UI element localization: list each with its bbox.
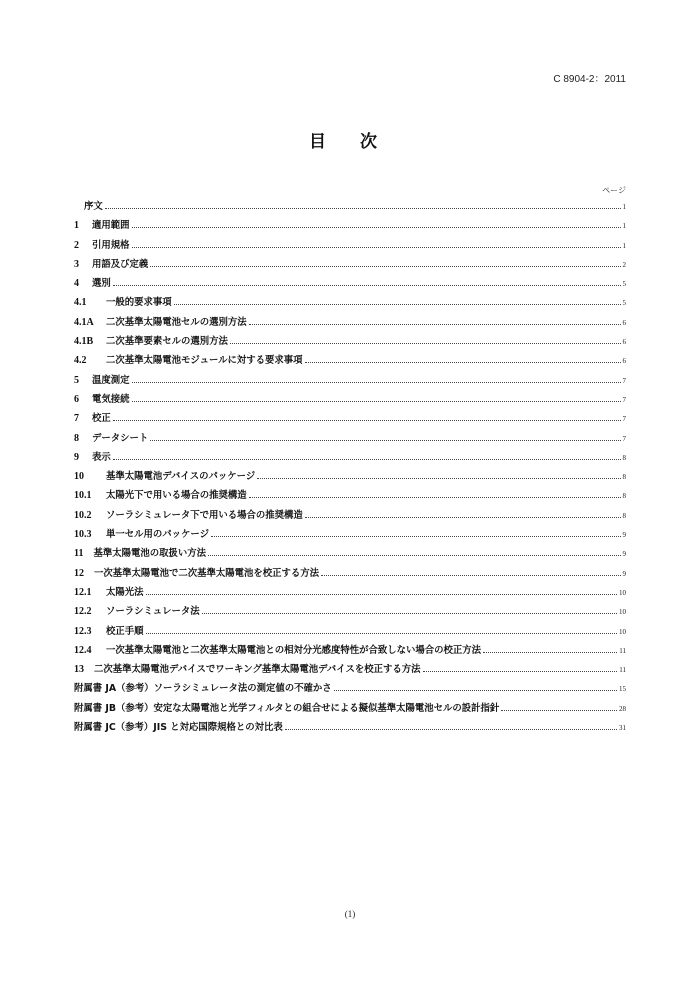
toc-number: 12 — [74, 567, 84, 579]
toc-page: 11 — [619, 646, 626, 655]
toc-entry[interactable] — [74, 333, 626, 352]
toc-page: 11 — [619, 666, 626, 675]
toc-number: 12.1 — [74, 586, 92, 598]
toc-entry[interactable] — [74, 680, 626, 699]
toc-page: 10 — [619, 627, 626, 636]
toc-page: 7 — [622, 395, 626, 404]
toc-entry[interactable] — [74, 623, 626, 642]
dot-leader — [132, 227, 621, 228]
toc-label: 一般的要求事項 — [106, 297, 172, 309]
dot-leader — [146, 633, 617, 634]
toc-entry[interactable] — [74, 507, 626, 526]
toc-number: 6 — [74, 393, 79, 405]
toc-page: 15 — [619, 685, 626, 694]
document-id: C 8904-2：2011 — [553, 74, 626, 85]
toc-label: 表示 — [92, 451, 111, 463]
dot-leader — [334, 690, 617, 691]
toc-entry[interactable] — [74, 449, 626, 468]
dot-leader — [423, 671, 618, 672]
toc-page: 10 — [619, 588, 626, 597]
toc-page: 5 — [622, 299, 626, 308]
toc-number: 11 — [74, 548, 84, 560]
toc-entry[interactable] — [74, 719, 626, 738]
toc-label: 二次基準太陽電池モジュールに対する要求事項 — [106, 355, 303, 367]
toc-page: 8 — [622, 492, 626, 501]
dot-leader — [132, 382, 621, 383]
toc-label: 二次基準太陽電池デバイスでワーキング基準太陽電池デバイスを校正する方法 — [94, 664, 421, 676]
toc-page: 8 — [622, 511, 626, 520]
toc-label: 適用範囲 — [92, 220, 130, 232]
dot-leader — [211, 536, 621, 537]
toc-entry[interactable] — [74, 430, 626, 449]
toc-entry[interactable] — [74, 372, 626, 391]
toc-entry[interactable] — [74, 256, 626, 275]
toc-number: 10 — [74, 471, 84, 483]
toc-label: 附属書 JA（参考）ソーラシミュレータ法の測定値の不確かさ — [74, 683, 332, 695]
toc-number: 4.2 — [74, 355, 87, 367]
toc-page: 10 — [619, 608, 626, 617]
toc-page: 8 — [622, 473, 626, 482]
toc-page: 7 — [622, 415, 626, 424]
toc-page: 8 — [622, 453, 626, 462]
toc-label: 太陽光法 — [106, 586, 144, 598]
toc-entry[interactable] — [74, 661, 626, 680]
toc-number: 12.3 — [74, 625, 92, 637]
toc-page: 31 — [619, 724, 626, 733]
toc-number: 4.1 — [74, 297, 87, 309]
toc-entry[interactable] — [74, 468, 626, 487]
toc-label: 太陽光下で用いる場合の推奨構造 — [106, 490, 247, 502]
toc-number: 4.1A — [74, 316, 94, 328]
dot-leader — [249, 497, 621, 498]
dot-leader — [113, 285, 621, 286]
toc-number: 4 — [74, 278, 79, 290]
toc-entry[interactable] — [74, 526, 626, 545]
toc-page: 1 — [622, 241, 626, 250]
dot-leader — [249, 324, 621, 325]
toc-number: 3 — [74, 258, 79, 270]
toc-label: 二次基準要素セルの選別方法 — [106, 336, 228, 348]
toc-label: 電気接続 — [92, 393, 130, 405]
dot-leader — [105, 208, 621, 209]
toc-number: 10.3 — [74, 529, 92, 541]
toc-label: 校正手順 — [106, 625, 144, 637]
toc-number: 8 — [74, 432, 79, 444]
dot-leader — [146, 594, 617, 595]
toc-number: 7 — [74, 413, 79, 425]
toc-label: 附属書 JC（参考）JIS と対応国際規格との対比表 — [74, 722, 283, 734]
dot-leader — [305, 362, 621, 363]
toc-label: 一次基準太陽電池で二次基準太陽電池を校正する方法 — [94, 567, 320, 579]
dot-leader — [202, 613, 617, 614]
toc-entry[interactable] — [74, 352, 626, 371]
toc-number: 2 — [74, 239, 79, 251]
toc-label: 単一セル用のパッケージ — [106, 529, 209, 541]
toc-entry[interactable] — [74, 198, 626, 217]
toc-page: 5 — [622, 280, 626, 289]
toc-entry[interactable] — [74, 275, 626, 294]
page-number: (1) — [344, 909, 356, 919]
toc-page: 9 — [622, 531, 626, 540]
toc-entry[interactable] — [74, 603, 626, 622]
toc-label: 温度測定 — [92, 374, 130, 386]
toc-page: 28 — [619, 704, 626, 713]
dot-leader — [113, 459, 621, 460]
toc-page: 6 — [622, 338, 626, 347]
toc-entry[interactable] — [74, 294, 626, 313]
toc-page: 9 — [622, 550, 626, 559]
toc-label: 基準太陽電池デバイスのパッケージ — [106, 471, 256, 483]
toc-entry[interactable] — [74, 487, 626, 506]
toc-entry[interactable] — [74, 642, 626, 661]
dot-leader — [132, 401, 621, 402]
dot-leader — [150, 440, 620, 441]
toc-number: 12.2 — [74, 606, 92, 618]
toc-page: 7 — [622, 434, 626, 443]
dot-leader — [132, 247, 621, 248]
dot-leader — [321, 575, 620, 576]
dot-leader — [113, 420, 621, 421]
toc-label: ソーラシミュレータ法 — [106, 606, 200, 618]
toc-number: 1 — [74, 220, 79, 232]
toc-page: 6 — [622, 318, 626, 327]
dot-leader — [150, 266, 620, 267]
toc-label: データシート — [92, 432, 149, 444]
toc-label: 基準太陽電池の取扱い方法 — [93, 548, 206, 560]
toc-label: 序文 — [84, 201, 103, 212]
dot-leader — [230, 343, 621, 344]
toc-entry[interactable] — [74, 410, 626, 429]
toc-entry[interactable] — [74, 237, 626, 256]
toc-label: 用語及び定義 — [92, 258, 149, 270]
toc-entry[interactable] — [74, 391, 626, 410]
toc-page: 2 — [622, 260, 626, 269]
toc-page: 6 — [622, 357, 626, 366]
toc-number: 13 — [74, 664, 84, 676]
toc-number: 10.2 — [74, 509, 92, 521]
page-title: 目 次 — [309, 132, 391, 152]
toc-label: 校正 — [92, 413, 111, 425]
dot-leader — [305, 517, 621, 518]
toc-number: 4.1B — [74, 336, 94, 348]
toc-label: 選別 — [92, 278, 111, 290]
toc-entry[interactable] — [74, 314, 626, 333]
page-column-header: ページ — [602, 186, 626, 195]
toc-label: ソーラシミュレータ下で用いる場合の推奨構造 — [106, 509, 303, 521]
dot-leader — [501, 710, 617, 711]
toc-label: 一次基準太陽電池と二次基準太陽電池との相対分光感度特性が合致しない場合の校正方法 — [106, 644, 482, 656]
toc-page: 1 — [622, 222, 626, 231]
toc-label: 引用規格 — [92, 239, 130, 251]
dot-leader — [285, 729, 617, 730]
toc-entry[interactable] — [74, 565, 626, 584]
toc-entry[interactable] — [74, 545, 626, 564]
table-of-contents — [74, 198, 626, 738]
dot-leader — [208, 555, 621, 556]
dot-leader — [257, 478, 620, 479]
toc-number: 9 — [74, 451, 79, 463]
dot-leader — [174, 304, 621, 305]
toc-label: 附属書 JB（参考）安定な太陽電池と光学フィルタとの組合せによる擬似基準太陽電池セルの設計指針 — [74, 702, 500, 714]
toc-number: 5 — [74, 374, 79, 386]
toc-entry[interactable] — [74, 584, 626, 603]
toc-number: 10.1 — [74, 490, 92, 502]
toc-page: 7 — [622, 376, 626, 385]
toc-label: 二次基準太陽電池セルの選別方法 — [106, 316, 247, 328]
toc-page: 1 — [622, 203, 626, 211]
toc-page: 9 — [622, 569, 626, 578]
dot-leader — [483, 652, 617, 653]
toc-entry[interactable] — [74, 700, 626, 719]
toc-entry[interactable] — [74, 217, 626, 236]
toc-number: 12.4 — [74, 644, 92, 656]
